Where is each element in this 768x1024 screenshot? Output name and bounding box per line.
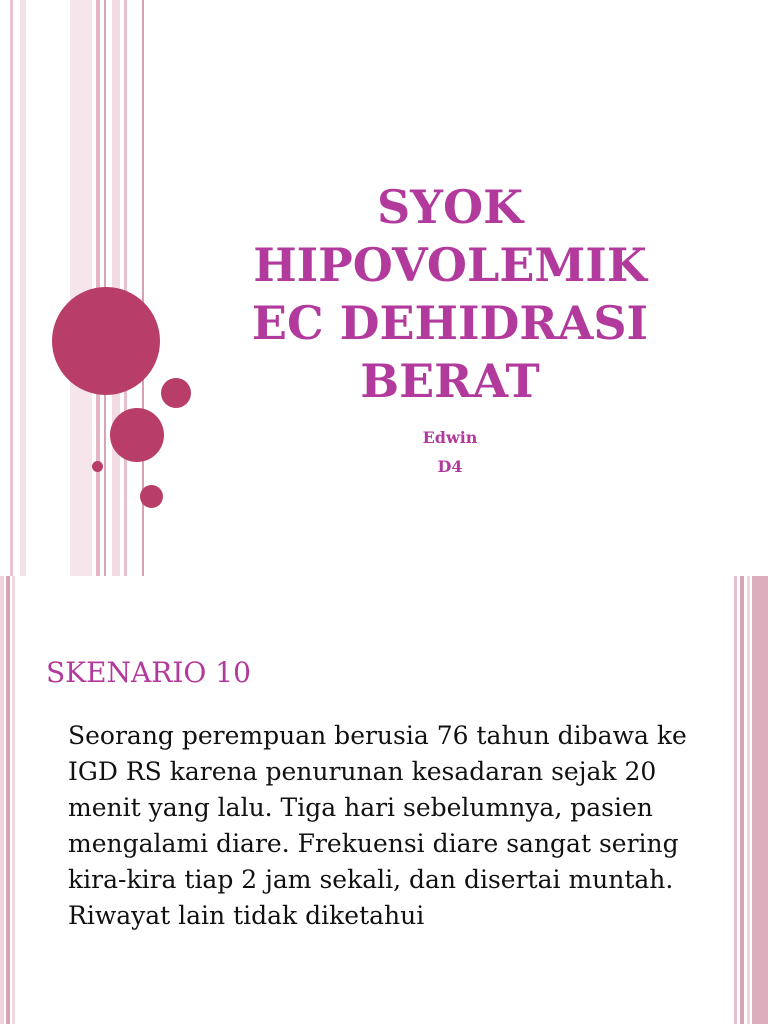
- decor-stripe: [734, 576, 737, 1024]
- decor-circle-small: [140, 485, 163, 508]
- decor-circle-small: [161, 378, 191, 408]
- group-label: D4: [437, 457, 463, 476]
- scenario-heading: SKENARIO 10: [46, 656, 251, 689]
- decor-stripe: [20, 0, 26, 576]
- decor-circle-large: [52, 287, 160, 395]
- title-line: SYOK: [376, 180, 524, 234]
- title-line: BERAT: [360, 354, 540, 408]
- scenario-slide: [0, 576, 768, 1024]
- decor-stripe: [740, 576, 744, 1024]
- decor-circle-tiny: [92, 461, 103, 472]
- decor-stripe: [12, 576, 15, 1024]
- decor-circle-medium: [110, 408, 164, 462]
- decor-stripe: [752, 576, 768, 1024]
- decor-stripe: [747, 576, 750, 1024]
- decor-stripe: [10, 0, 13, 576]
- author-name: Edwin: [422, 428, 478, 447]
- slide-title: [230, 178, 670, 410]
- decor-stripe: [0, 576, 4, 1024]
- title-line: EC DEHIDRASI: [251, 296, 649, 350]
- title-line: HIPOVOLEMIK: [253, 238, 647, 292]
- scenario-body: Seorang perempuan berusia 76 tahun dibawa ke IGD RS karena penurunan kesadaran sejak 20 menit yang lalu. Tiga hari sebelumnya, pasien mengalami diare. Frekuensi diare sangat sering kira-kira tiap 2 jam sekali, dan disertai muntah. Riwayat lain tidak diketahui: [68, 721, 687, 930]
- decor-stripe: [124, 0, 127, 576]
- decor-stripe: [6, 576, 10, 1024]
- decor-stripe: [70, 0, 92, 576]
